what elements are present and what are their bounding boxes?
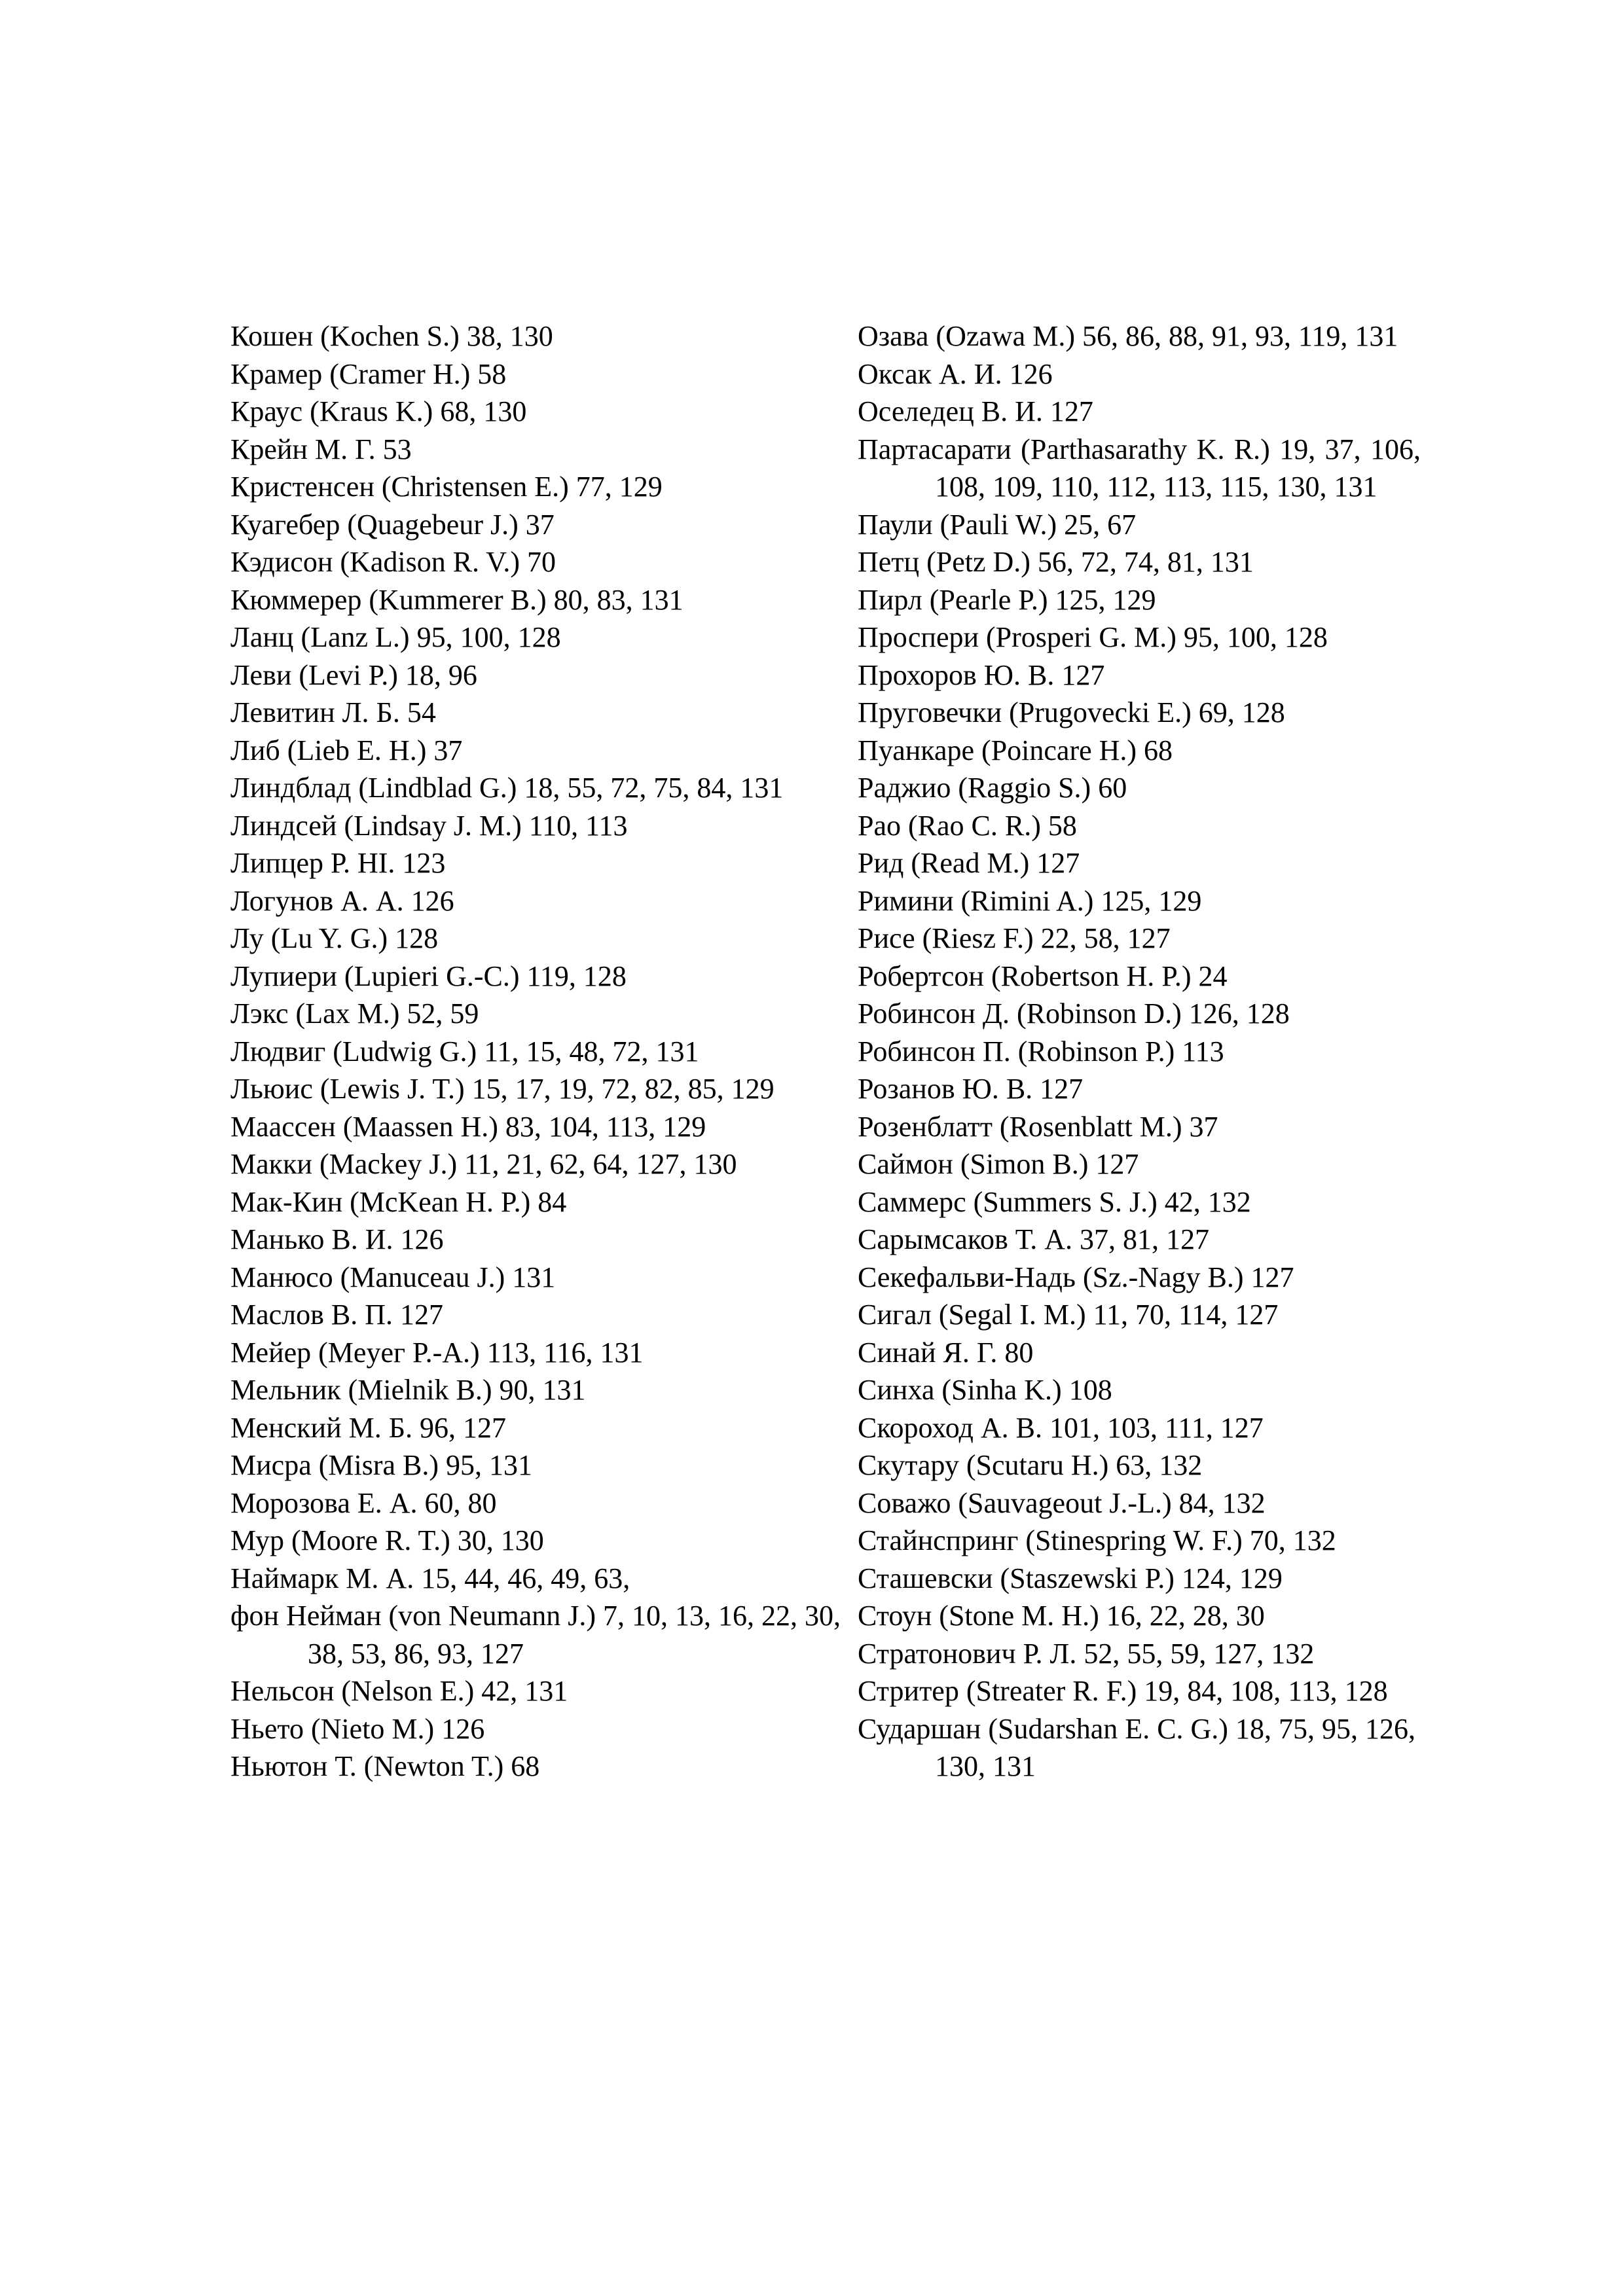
index-entry: Розанов Ю. В. 127 (858, 1073, 1084, 1105)
index-entry: Маслов В. П. 127 (230, 1299, 444, 1331)
index-entry: Липцер Р. HI. 123 (230, 847, 446, 879)
index-entry: Озава (Ozawa M.) 56, 86, 88, 91, 93, 119, 131 (858, 320, 1398, 352)
index-entry: Синха (Sinha K.) 108 (858, 1374, 1112, 1406)
index-entry: Куагебер (Quagebeur J.) 37 (230, 508, 555, 541)
index-entry: Мейер (Meyeг P.-A.) 113, 116, 131 (230, 1336, 644, 1369)
index-entry: Петц (Petz D.) 56, 72, 74, 81, 131 (858, 546, 1254, 578)
index-entry: Соважо (Sauvageout J.-L.) 84, 132 (858, 1486, 1266, 1519)
index-entry: Краус (Kraus K.) 68, 130 (230, 395, 527, 427)
index-entry: Римини (Rimini A.) 125, 129 (858, 884, 1202, 917)
index-entry: Манюсо (Manuceau J.) 131 (230, 1261, 556, 1293)
index-entry: Манько В. И. 126 (230, 1223, 444, 1255)
index-entry: Лэкс (Lax M.) 52, 59 (230, 997, 479, 1030)
index-entry: Маассен (Maassen H.) 83, 104, 113, 129 (230, 1110, 706, 1143)
index-entry: Пирл (Pearle P.) 125, 129 (858, 583, 1156, 616)
index-entry: Мельник (Mielnik B.) 90, 131 (230, 1374, 586, 1406)
index-entry: Саммерс (Summers S. J.) 42, 132 (858, 1185, 1251, 1218)
index-entry: Робинсон П. (Robinson P.) 113 (858, 1035, 1224, 1067)
index-column-right (858, 317, 1421, 1785)
index-entry: Левитин Л. Б. 54 (230, 696, 436, 728)
index-entry: Менский М. Б. 96, 127 (230, 1411, 507, 1444)
index-entry: Лу (Lu Y. G.) 128 (230, 922, 439, 954)
index-entry: Оселедец В. И. 127 (858, 395, 1093, 427)
index-entry: Линдблад (Lindblad G.) 18, 55, 72, 75, 84, 131 (230, 772, 784, 804)
index-entry: Рао (Rao C. R.) 58 (858, 809, 1077, 842)
index-entry: Сарымсаков Т. А. 37, 81, 127 (858, 1223, 1210, 1255)
index-entry: Синай Я. Г. 80 (858, 1336, 1034, 1369)
index-entry: Сигал (Segal I. M.) 11, 70, 114, 127 (858, 1299, 1279, 1331)
index-entry: Проспери (Prosperi G. M.) 95, 100, 128 (858, 621, 1328, 653)
index-entry: Робертсон (Robertson H. P.) 24 (858, 960, 1228, 992)
index-entry: Льюис (Lewis J. T.) 15, 17, 19, 72, 82, 85, 129 (230, 1073, 775, 1105)
index-entry: Линдсей (Lindsay J. M.) 110, 113 (230, 809, 628, 842)
index-entry: Стайнспринг (Stinespring W. F.) 70, 132 (858, 1524, 1336, 1556)
index-entry: Людвиг (Ludwig G.) 11, 15, 48, 72, 131 (230, 1035, 699, 1067)
index-entry: Сташевски (Staszewski P.) 124, 129 (858, 1562, 1283, 1594)
index-entry: Леви (Levi P.) 18, 96 (230, 658, 477, 691)
index-entry: Лупиери (Lupieri G.-C.) 119, 128 (230, 960, 627, 992)
index-entry: Стратонович Р. Л. 52, 55, 59, 127, 132 (858, 1637, 1315, 1670)
index-entry: Крамер (Cramer H.) 58 (230, 357, 507, 390)
index-entry: Рисе (Riesz F.) 22, 58, 127 (858, 922, 1171, 954)
index-entry: Логунов А. А. 126 (230, 884, 454, 917)
index-entry: Саймон (Simon B.) 127 (858, 1148, 1139, 1180)
index-entry: Морозова Е. А. 60, 80 (230, 1486, 497, 1519)
index-entry: Прохоров Ю. В. 127 (858, 658, 1105, 691)
index-entry: Робинсон Д. (Robinson D.) 126, 128 (858, 997, 1290, 1030)
index-entry: Нельсон (Nelson E.) 42, 131 (230, 1675, 568, 1707)
index-entry: Пруговечки (Prugovecki E.) 69, 128 (858, 696, 1285, 728)
index-entry: Ньето (Nieto M.) 126 (230, 1712, 485, 1745)
index-entry: Кэдисон (Kadison R. V.) 70 (230, 546, 556, 578)
index-entry: Наймарк М. А. 15, 44, 46, 49, 63, (230, 1562, 630, 1594)
index-entry: Скороход А. В. 101, 103, 111, 127 (858, 1411, 1264, 1444)
index-entry: Кристенсен (Christensen E.) 77, 129 (230, 471, 663, 503)
index-entry: Макки (Mackey J.) 11, 21, 62, 64, 127, 130 (230, 1148, 737, 1180)
index-entry: Кюммерер (Kummerer B.) 80, 83, 131 (230, 583, 684, 616)
index-entry: Оксак А. И. 126 (858, 357, 1053, 390)
index-entry: Крейн М. Г. 53 (230, 433, 412, 465)
index-entry: Мисра (Misra B.) 95, 131 (230, 1449, 533, 1481)
index-entry: Ланц (Lanz L.) 95, 100, 128 (230, 621, 561, 653)
index-column-left (230, 317, 846, 1785)
index-entry: Паули (Pauli W.) 25, 67 (858, 508, 1137, 541)
index-entry: Партасарати (Parthasarathy K. R.) 19, 37, 106, 108, 109, 110, 112, 113, 115, 130, 131 (858, 433, 1421, 503)
index-entry: Пуанкаре (Poincare H.) 68 (858, 734, 1173, 766)
index-entry: Кошен (Kochen S.) 38, 130 (230, 320, 553, 352)
index-entry: Скутару (Scutaru H.) 63, 132 (858, 1449, 1203, 1481)
index-entry: фон Нейман (von Neumann J.) 7, 10, 13, 16, 22, 30, 38, 53, 86, 93, 127 (230, 1600, 841, 1670)
index-entry: Либ (Lieb E. H.) 37 (230, 734, 463, 766)
index-entry: Ньютон Т. (Newton T.) 68 (230, 1750, 540, 1782)
index-entry: Розенблатт (Rosenblatt M.) 37 (858, 1110, 1218, 1143)
index-entry: Секефальви-Надь (Sz.-Nagy B.) 127 (858, 1261, 1294, 1293)
index-entry: Сударшан (Sudarshan E. C. G.) 18, 75, 95, 126, 130, 131 (858, 1712, 1415, 1782)
index-entry: Стритер (Streater R. F.) 19, 84, 108, 113, 128 (858, 1675, 1388, 1707)
index-entry: Стоун (Stone M. H.) 16, 22, 28, 30 (858, 1600, 1265, 1632)
index-entry: Рид (Read M.) 127 (858, 847, 1080, 879)
index-entry: Мур (Moore R. T.) 30, 130 (230, 1524, 544, 1556)
index-entry: Мак-Кин (McKean H. P.) 84 (230, 1185, 567, 1218)
index-entry: Раджио (Raggio S.) 60 (858, 772, 1127, 804)
